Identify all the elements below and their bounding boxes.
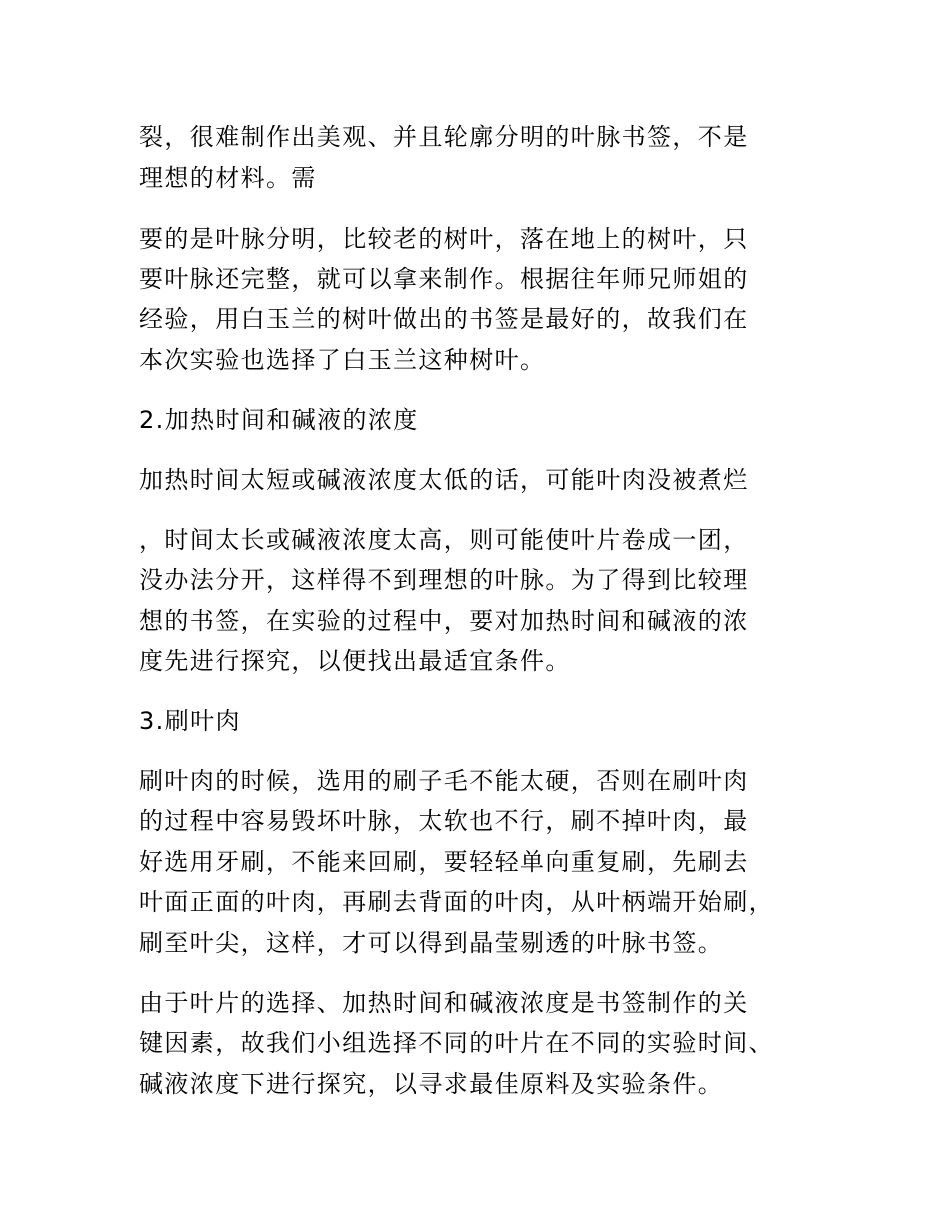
text-line: 本次实验也选择了白玉兰这种树叶。: [139, 346, 546, 374]
text-line: 加热时间太短或碱液浓度太低的话，可能叶肉没被煮烂: [139, 466, 749, 494]
text-line: 裂，很难制作出美观、并且轮廓分明的叶脉书签，不是: [139, 123, 749, 151]
text-line: 刷叶肉的时候，选用的刷子毛不能太硬，否则在刷叶肉: [139, 767, 749, 795]
heading-line: 3.刷叶肉: [139, 707, 241, 735]
heading-line: 2.加热时间和碱液的浓度: [139, 406, 419, 434]
text-line: 要叶脉还完整，就可以拿来制作。根据往年师兄师姐的: [139, 265, 749, 293]
text-line: 刷至叶尖，这样，才可以得到晶莹剔透的叶脉书签。: [139, 929, 724, 957]
text-line: 由于叶片的选择、加热时间和碱液浓度是书签制作的关: [139, 989, 749, 1017]
text-line: 叶面正面的叶肉，再刷去背面的叶肉，从叶柄端开始刷，: [139, 888, 774, 916]
text-line: 的过程中容易毁坏叶脉，太软也不行，刷不掉叶肉，最: [139, 807, 749, 835]
text-line: 想的书签，在实验的过程中，要对加热时间和碱液的浓: [139, 607, 749, 635]
text-line: 要的是叶脉分明，比较老的树叶，落在地上的树叶，只: [139, 225, 749, 253]
text-line: 键因素，故我们小组选择不同的叶片在不同的实验时间、: [139, 1029, 774, 1057]
text-line: 好选用牙刷，不能来回刷，要轻轻单向重复刷，先刷去: [139, 848, 749, 876]
text-line: 碱液浓度下进行探究，以寻求最佳原料及实验条件。: [139, 1070, 724, 1098]
text-line: 没办法分开，这样得不到理想的叶脉。为了得到比较理: [139, 566, 749, 594]
text-line: 经验，用白玉兰的树叶做出的书签是最好的，故我们在: [139, 305, 749, 333]
text-line: 理想的材料。需: [139, 164, 317, 192]
text-line: ，时间太长或碱液浓度太高，则可能使叶片卷成一团，: [139, 526, 749, 554]
text-line: 度先进行探究，以便找出最适宜条件。: [139, 647, 571, 675]
